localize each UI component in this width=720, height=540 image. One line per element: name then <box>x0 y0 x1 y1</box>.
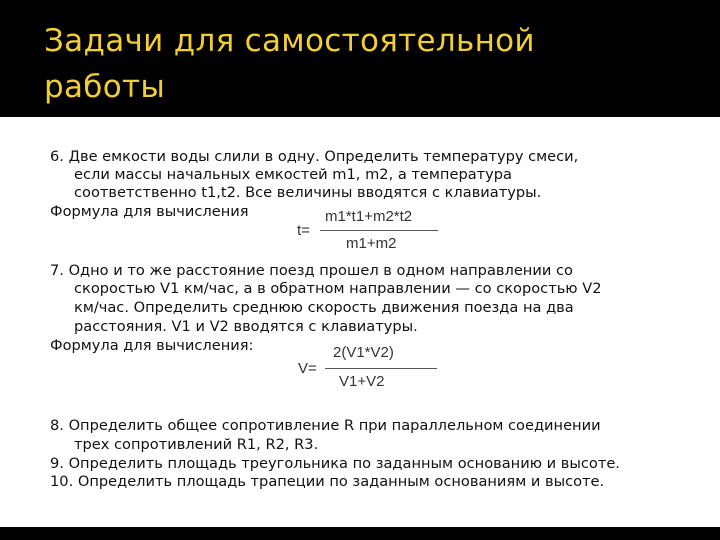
task8-line-2: трех сопротивлений R1, R2, R3. <box>74 436 319 453</box>
task7-formula-fraction-line <box>325 368 437 369</box>
task10-line-1: 10. Определить площадь трапеции по заданным основаниям и высоте. <box>50 473 605 490</box>
task6-formula-fraction-line <box>320 230 438 231</box>
task6-formula-label: Формула для вычисления <box>50 203 249 220</box>
task7-formula-numerator: 2(V1*V2) <box>333 344 394 361</box>
task8-line-1: 8. Определить общее сопротивление R при параллельном соединении <box>50 417 601 434</box>
task7-formula-label: Формула для вычисления: <box>50 337 254 354</box>
task7-line-2: скоростью V1 км/час, а в обратном направлении — со скоростью V2 <box>74 280 602 297</box>
slide-title-line-2: работы <box>44 69 166 105</box>
slide-content <box>0 117 720 527</box>
slide-title <box>44 18 535 110</box>
task7-line-1: 7. Одно и то же расстояние поезд прошел в одном направлении со <box>50 262 573 279</box>
task6-formula-numerator: m1*t1+m2*t2 <box>325 208 413 225</box>
task6-formula-denominator: m1+m2 <box>346 235 397 252</box>
bottom-border <box>0 527 720 540</box>
slide-title-line-1: Задачи для самостоятельной <box>44 23 535 59</box>
task6-formula-lhs: t= <box>297 222 310 239</box>
title-bar <box>0 0 720 117</box>
task7-formula-lhs: V= <box>298 360 317 377</box>
task7-formula-denominator: V1+V2 <box>339 373 385 390</box>
task7-line-3: км/час. Определить среднюю скорость движения поезда на два <box>74 299 574 316</box>
task6-line-3: соответственно t1,t2. Все величины вводятся с клавиатуры. <box>74 184 542 201</box>
task6-line-1: 6. Две емкости воды слили в одну. Определить температуру смеси, <box>50 148 579 165</box>
task7-line-4: расстояния. V1 и V2 вводятся с клавиатуры. <box>74 318 418 335</box>
task9-line-1: 9. Определить площадь треугольника по заданным основанию и высоте. <box>50 455 620 472</box>
task6-line-2: если массы начальных емкостей m1, m2, а температура <box>74 166 512 183</box>
